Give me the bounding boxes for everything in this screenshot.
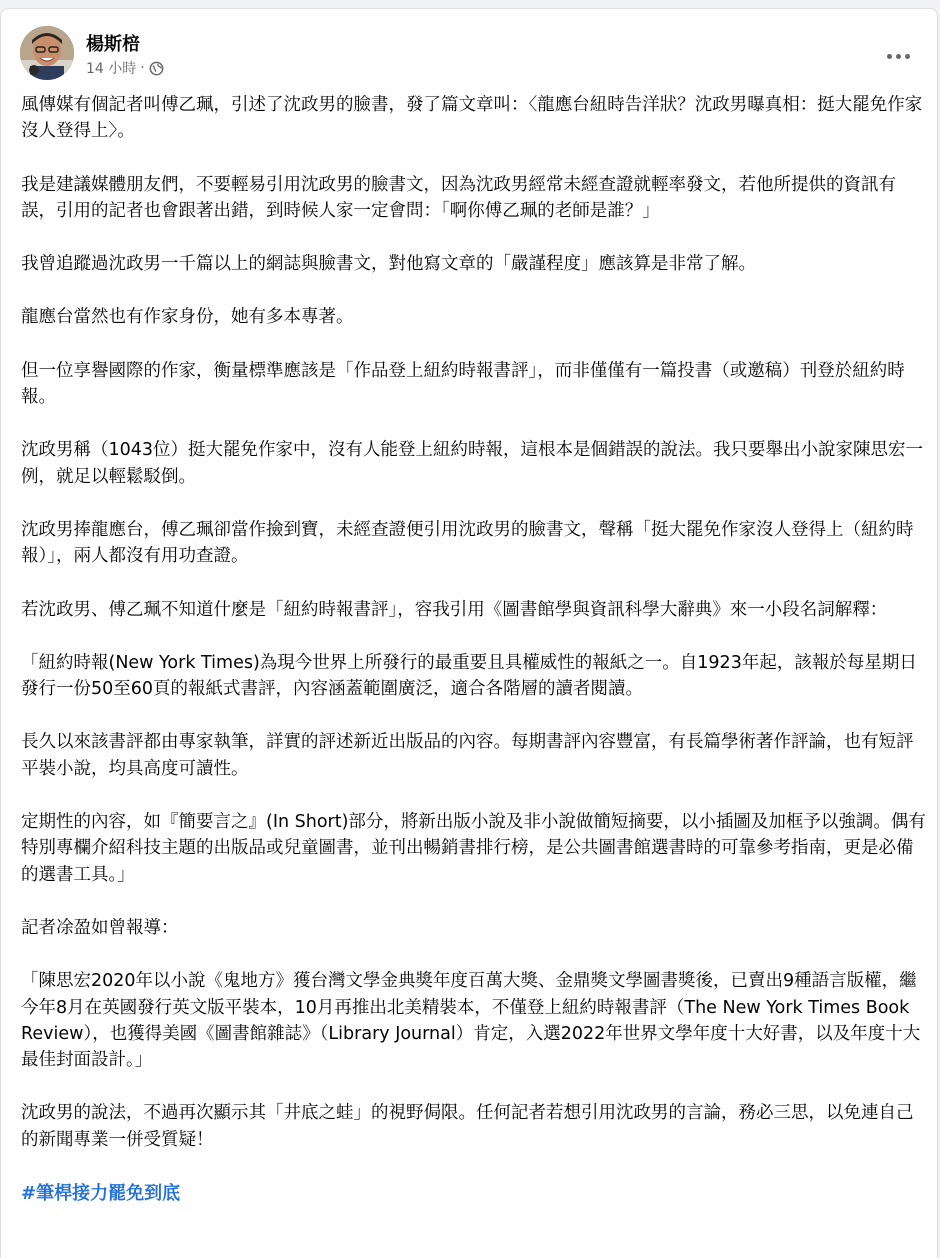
- paragraph: 但一位享譽國際的作家，衡量標準應該是「作品登上紐約時報書評」，而非僅僅有一篇投書（或邀稿）刊登於紐約時報。: [21, 360, 905, 408]
- paragraph: 我曾追蹤過沈政男一千篇以上的網誌與臉書文，對他寫文章的「嚴謹程度」應該算是非常了解。: [21, 254, 756, 275]
- post-time[interactable]: 14 小時: [86, 61, 137, 77]
- paragraph: 龍應台當然也有作家身份，她有多本專著。: [21, 307, 354, 328]
- post-body: [21, 92, 926, 1207]
- paragraph: 「紐約時報(New York Times)為現今世界上所發行的最重要且具權威性的報紙之一。自1923年起，該報於每星期日發行一份50至60頁的報紙式書評，內容涵蓋範圍廣泛，適合各階層的讀者閱讀。: [21, 652, 917, 700]
- globe-icon[interactable]: [149, 61, 164, 76]
- avatar-image: [20, 26, 74, 80]
- paragraph: 風傳媒有個記者叫傅乙珮，引述了沈政男的臉書，發了篇文章叫：〈龍應台紐時告洋狀？沈政男曝真相：挺大罷免作家沒人登得上〉。: [21, 95, 923, 142]
- post-card: [0, 8, 938, 1258]
- paragraph: 我是建議媒體朋友們，不要輕易引用沈政男的臉書文，因為沈政男經常未經查證就輕率發文，若他所提供的資訊有誤，引用的記者也會跟著出錯，到時候人家一定會問：「啊你傅乙珮的老師是誰？」: [21, 174, 896, 221]
- paragraph: 若沈政男、傅乙珮不知道什麼是「紐約時報書評」，容我引用《圖書館學與資訊科學大辭典》來一小段名詞解釋：: [21, 599, 888, 620]
- paragraph: 沈政男稱（1043位）挺大罷免作家中，沒有人能登上紐約時報，這根本是個錯誤的說法。我只要舉出小說家陳思宏一例，就足以輕鬆駁倒。: [21, 440, 924, 487]
- paragraph: 沈政男的說法，不過再次顯示其「井底之蛙」的視野侷限。任何記者若想引用沈政男的言論，務必三思，以免連自己的新聞專業一併受質疑！: [21, 1103, 914, 1150]
- paragraph: 記者凃盈如曾報導：: [21, 917, 179, 938]
- author-avatar[interactable]: [20, 26, 74, 80]
- paragraph: 沈政男捧龍應台，傅乙珮卻當作撿到寶，未經查證便引用沈政男的臉書文，聲稱「挺大罷免作家沒人登得上（紐約時報）」，兩人都沒有用功查證。: [21, 519, 914, 567]
- paragraph: 長久以來該書評都由專家執筆，詳實的評述新近出版品的內容。每期書評內容豐富，有長篇學術著作評論，也有短評平裝小說，均具高度可讀性。: [21, 732, 914, 779]
- hashtag-link[interactable]: #筆桿接力罷免到底: [21, 1183, 181, 1205]
- paragraph: 定期性的內容，如『簡要言之』(In Short)部分，將新出版小說及非小說做簡短摘要，以小插圖及加框予以強調。偶有特別專欄介紹科技主題的出版品或兒童圖書，並刊出暢銷書排行榜，是公共圖書館選書時的可靠參考指南，更是必備的選書工具。」: [21, 812, 926, 885]
- author-name[interactable]: 楊斯棓: [86, 34, 140, 55]
- post-meta: [86, 58, 164, 78]
- paragraph: 「陳思宏2020年以小說《鬼地方》獲台灣文學金典獎年度百萬大獎、金鼎獎文學圖書獎後，已賣出9種語言版權，繼今年8月在英國發行英文版平裝本，10月再推出北美精裝本，不僅登上紐約時報書評（The New York Times Book Review），也獲得美國《圖書館雜誌》（Library Journal）肯定，入選2022年世界文學年度十大好書，以及年度十大最佳封面設計。」: [21, 971, 921, 1071]
- post-header: [20, 26, 920, 80]
- more-options-icon[interactable]: [880, 44, 916, 68]
- meta-separator: ·: [140, 60, 145, 76]
